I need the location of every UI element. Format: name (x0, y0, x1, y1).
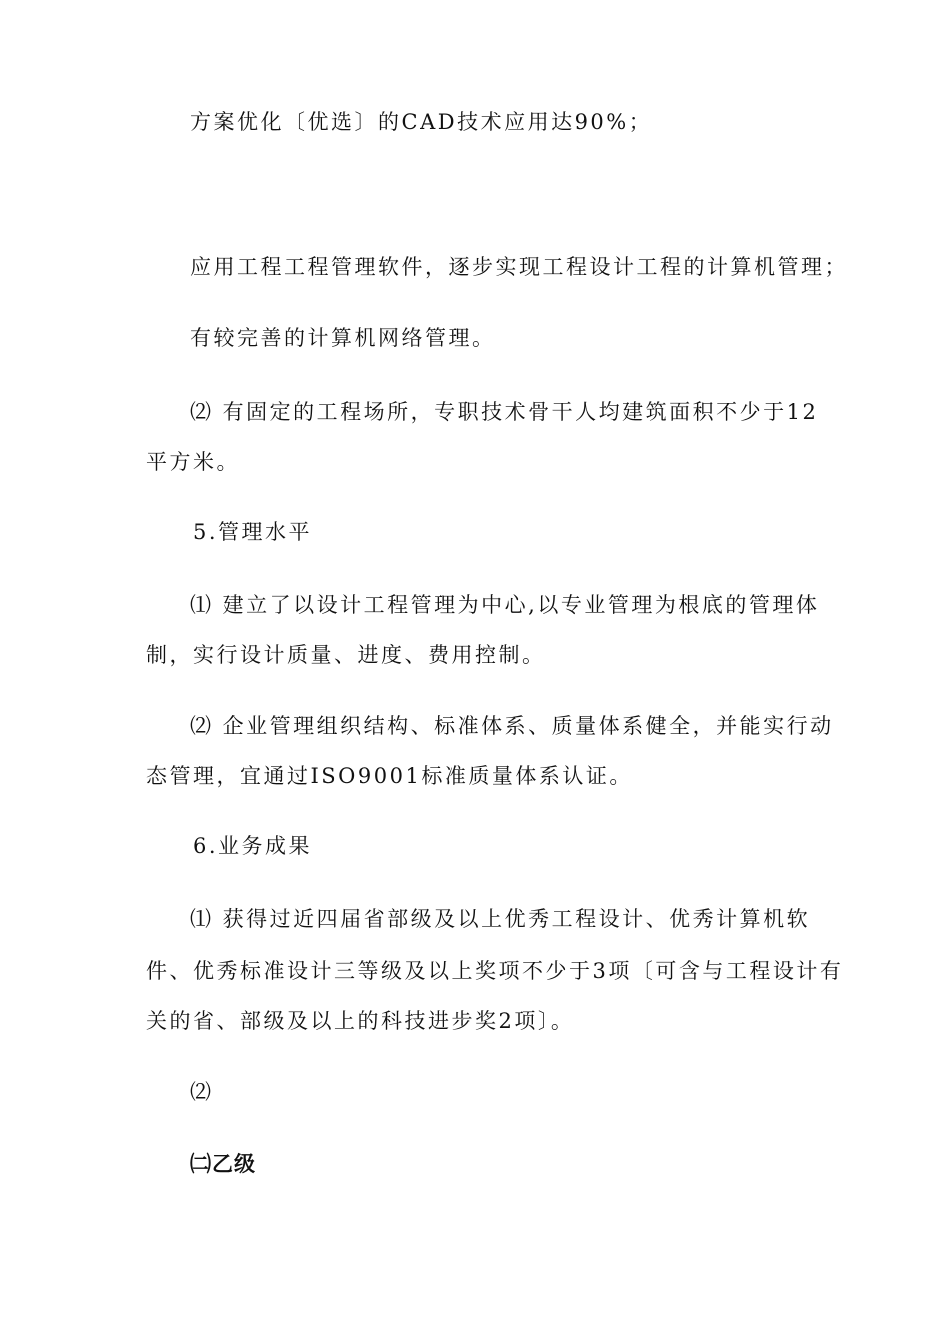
item-1-results-line-2: 件、优秀标准设计三等级及以上奖项不少于3项〔可含与工程设计有 (146, 959, 844, 983)
item-2-workplace-line-1: ⑵ 有固定的工程场所，专职技术骨干人均建筑面积不少于12 (190, 400, 819, 424)
item-2-management-line-2: 态管理，宜通过ISO9001标准质量体系认证。 (146, 764, 633, 788)
grade-heading-class-b: ㈡乙级 (190, 1151, 256, 1176)
section-heading-business-results: 6.业务成果 (193, 834, 313, 858)
item-1-results-line-1: ⑴ 获得过近四届省部级及以上优秀工程设计、优秀计算机软 (190, 907, 811, 931)
paragraph-network-management: 有较完善的计算机网络管理。 (190, 326, 496, 350)
item-1-management-line-2: 制，实行设计质量、进度、费用控制。 (146, 643, 546, 667)
item-2-workplace-line-2: 平方米。 (146, 450, 240, 474)
section-heading-management-level: 5.管理水平 (193, 520, 313, 544)
paragraph-cad-application: 方案优化〔优选〕的CAD技术应用达90%； (190, 110, 653, 134)
item-2-management-line-1: ⑵ 企业管理组织结构、标准体系、质量体系健全，并能实行动 (190, 714, 834, 738)
item-2-results: ⑵ (190, 1080, 214, 1104)
item-1-management-line-1: ⑴ 建立了以设计工程管理为中心,以专业管理为根底的管理体 (190, 593, 820, 617)
item-1-results-line-3: 关的省、部级及以上的科技进步奖2项〕。 (146, 1009, 575, 1033)
paragraph-project-management-software: 应用工程工程管理软件，逐步实现工程设计工程的计算机管理； (190, 255, 848, 279)
